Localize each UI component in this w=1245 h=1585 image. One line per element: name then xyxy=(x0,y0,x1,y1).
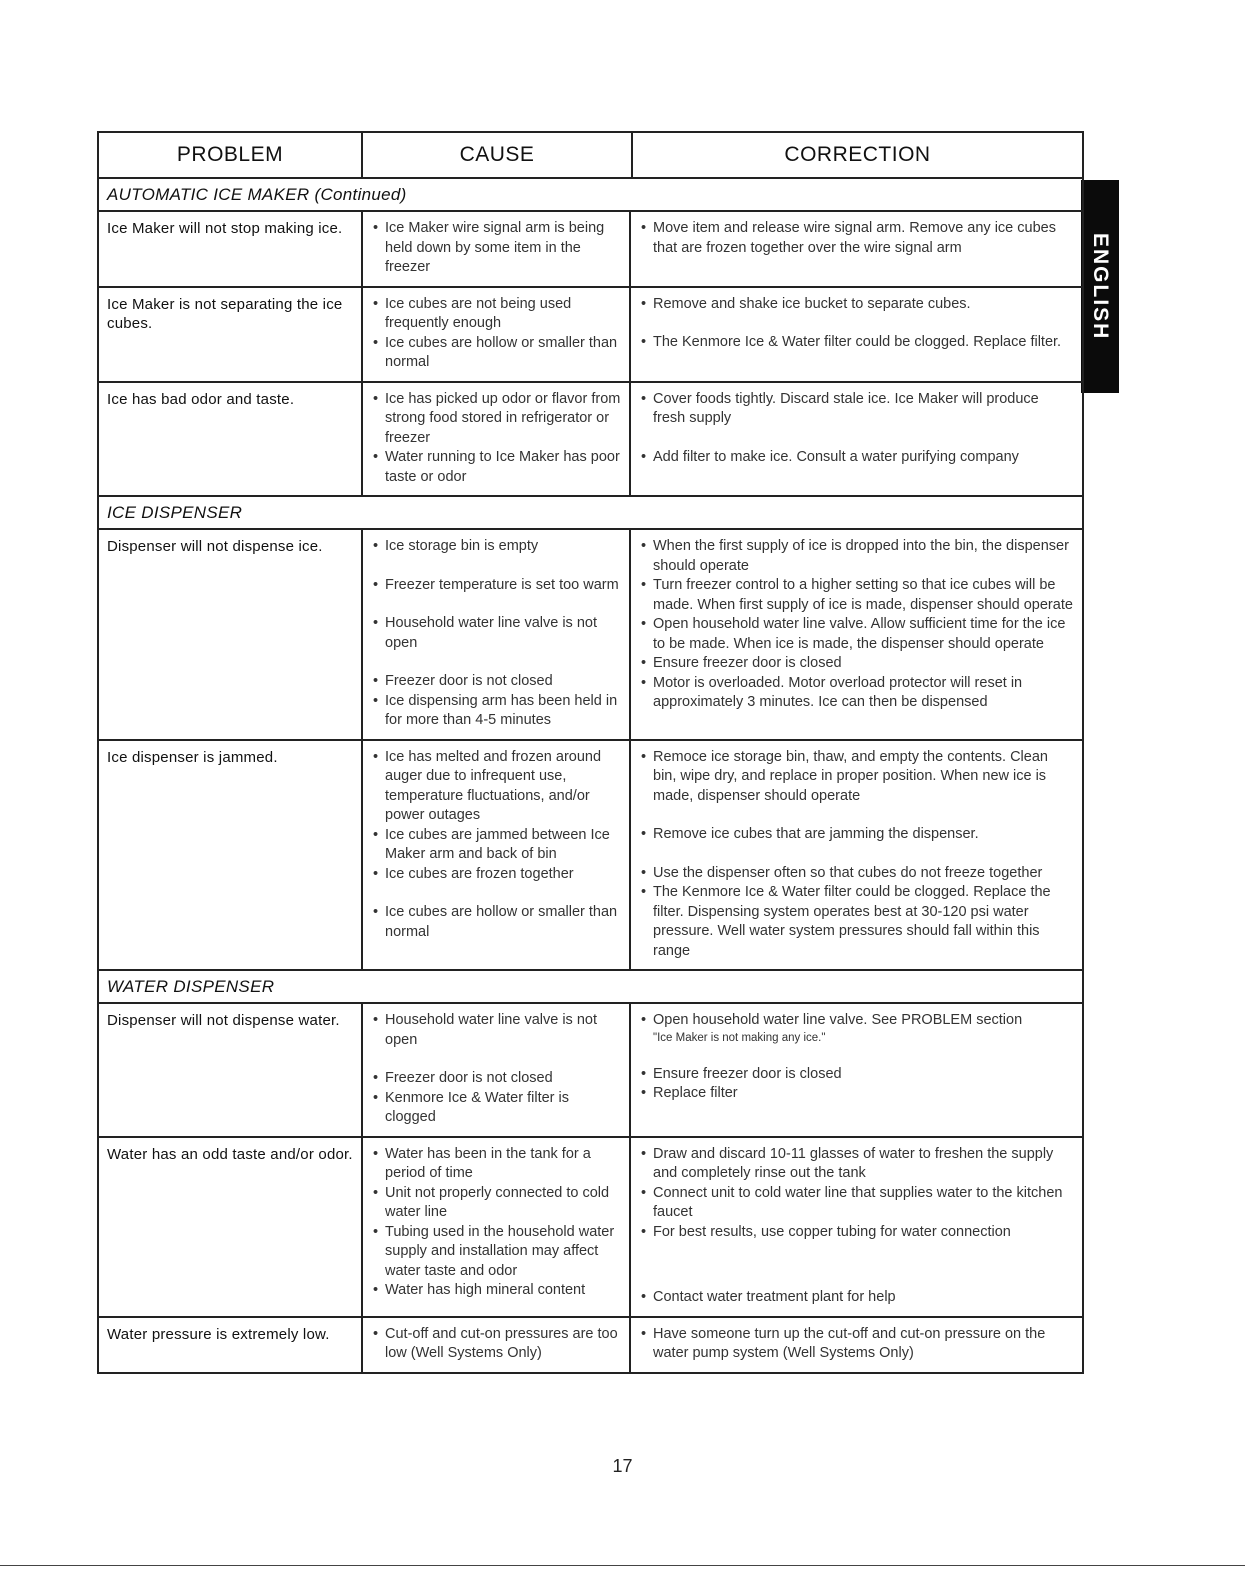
cause-item xyxy=(371,826,621,865)
cause-text: Water has been in the tank for a period of time xyxy=(385,1145,591,1181)
cause-text: Household water line valve is not open xyxy=(385,615,597,651)
correction-item xyxy=(639,883,1074,961)
cause-item xyxy=(371,903,621,942)
correction-list xyxy=(639,748,1074,962)
cause-item xyxy=(371,1281,621,1301)
correction-list xyxy=(639,1011,1074,1104)
correction-list xyxy=(639,219,1074,258)
correction-text: The Kenmore Ice & Water filter could be clogged. Replace filter. xyxy=(653,334,1062,350)
language-tab-label: ENGLISH xyxy=(1089,232,1112,341)
correction-item xyxy=(639,1184,1074,1223)
cause-list xyxy=(371,295,621,373)
cause-list xyxy=(371,748,621,943)
correction-text: Replace filter xyxy=(653,1085,738,1101)
correction-text: Ensure freezer door is closed xyxy=(653,1065,842,1082)
correction-text: Add filter to make ice. Consult a water purifying company xyxy=(653,448,1019,465)
table-row xyxy=(99,383,1082,498)
cause-text: Freezer temperature is set too warm xyxy=(385,576,619,593)
correction-item xyxy=(639,825,1074,845)
cause-text: Ice cubes are frozen together xyxy=(385,865,574,882)
correction-text: Remove ice cubes that are jamming the dispenser. xyxy=(653,826,979,842)
correction-item xyxy=(639,448,1074,468)
cause-item xyxy=(371,865,621,885)
cause-cell xyxy=(361,1138,629,1316)
cause-cell xyxy=(361,741,629,970)
cause-text: Kenmore Ice & Water filter is clogged xyxy=(385,1089,569,1125)
cause-list xyxy=(371,390,621,488)
section-title: AUTOMATIC ICE MAKER (Continued) xyxy=(99,179,1082,212)
correction-list xyxy=(639,1325,1074,1364)
correction-cell xyxy=(629,741,1082,970)
correction-text: Ensure freezer door is closed xyxy=(653,655,842,671)
cause-text: Water running to Ice Maker has poor taste or odor xyxy=(385,449,620,485)
cause-item xyxy=(371,748,621,826)
table-row xyxy=(99,1318,1082,1372)
correction-item xyxy=(639,333,1074,353)
cause-list xyxy=(371,1011,621,1128)
correction-note: "Ice Maker is not making any ice." xyxy=(653,1031,826,1044)
correction-item xyxy=(639,864,1074,884)
table-row xyxy=(99,530,1082,741)
problem-cell: Dispenser will not dispense water. xyxy=(107,1012,340,1029)
problem-cell: Ice Maker is not separating the ice cubes. xyxy=(107,295,343,332)
header-correction: CORRECTION xyxy=(631,133,1082,177)
correction-text: When the first supply of ice is dropped into the bin, the dispenser should operate xyxy=(653,538,1069,574)
correction-item xyxy=(639,615,1074,654)
correction-text: For best results, use copper tubing for water connection xyxy=(653,1223,1011,1240)
cause-cell xyxy=(361,530,629,739)
cause-cell xyxy=(361,383,629,496)
cause-text: Ice cubes are jammed between Ice Maker arm and back of bin xyxy=(385,826,610,862)
cause-list xyxy=(371,1145,621,1301)
cause-text: Water has high mineral content xyxy=(385,1282,586,1298)
correction-text: The Kenmore Ice & Water filter could be clogged. Replace the filter. Dispensing system operates best at 30-120 psi water pressure. Well water system pressures should fall within this range xyxy=(653,884,1051,959)
cause-text: Ice cubes are not being used frequently enough xyxy=(385,295,572,331)
correction-cell xyxy=(629,530,1082,739)
cause-text: Ice Maker wire signal arm is being held down by some item in the freezer xyxy=(385,220,605,275)
problem-cell: Ice has bad odor and taste. xyxy=(107,390,295,408)
correction-text: Remove and shake ice bucket to separate cubes. xyxy=(653,295,971,312)
table-row xyxy=(99,288,1082,383)
correction-item xyxy=(639,1011,1074,1046)
cause-item xyxy=(371,1089,621,1128)
correction-list xyxy=(639,537,1074,713)
cause-list xyxy=(371,1325,621,1364)
correction-list xyxy=(639,295,1074,353)
header-problem: PROBLEM xyxy=(176,143,284,166)
cause-cell xyxy=(361,288,629,381)
correction-list xyxy=(639,1145,1074,1308)
correction-text: Open household water line valve. See PROBLEM section xyxy=(653,1012,1023,1028)
correction-text: Draw and discard 10-11 glasses of water to freshen the supply and completely rinse out the tank xyxy=(653,1145,1054,1181)
correction-item xyxy=(639,1223,1074,1243)
cause-text: Ice dispensing arm has been held in for more than 4-5 minutes xyxy=(385,692,618,728)
troubleshooting-table xyxy=(97,131,1084,1374)
correction-item xyxy=(639,1288,1074,1308)
table-row xyxy=(99,1004,1082,1138)
correction-item xyxy=(639,654,1074,674)
correction-text: Use the dispenser often so that cubes do not freeze together xyxy=(653,864,1043,881)
cause-item xyxy=(371,692,621,731)
cause-item xyxy=(371,576,621,596)
cause-item xyxy=(371,1223,621,1282)
table-row xyxy=(99,1138,1082,1318)
cause-item xyxy=(371,1184,621,1223)
correction-item xyxy=(639,390,1074,429)
correction-item xyxy=(639,1065,1074,1085)
cause-item xyxy=(371,614,621,653)
correction-text: Contact water treatment plant for help xyxy=(653,1289,896,1305)
cause-text: Ice storage bin is empty xyxy=(385,538,539,554)
problem-cell: Ice Maker will not stop making ice. xyxy=(107,220,343,237)
problem-cell: Ice dispenser is jammed. xyxy=(107,748,278,766)
correction-cell xyxy=(629,288,1082,381)
correction-item xyxy=(639,748,1074,807)
correction-item xyxy=(639,537,1074,576)
page-number: 17 xyxy=(612,1456,633,1476)
correction-item xyxy=(639,295,1074,315)
correction-text: Open household water line valve. Allow sufficient time for the ice to be made. When ice is made, the dispenser should operate xyxy=(653,616,1066,652)
cause-item xyxy=(371,1145,621,1184)
cause-cell xyxy=(361,1318,629,1372)
cause-item xyxy=(371,672,621,692)
correction-list xyxy=(639,390,1074,468)
cause-item xyxy=(371,334,621,373)
cause-item xyxy=(371,390,621,449)
table-row xyxy=(99,212,1082,288)
correction-cell xyxy=(629,1004,1082,1136)
cause-cell xyxy=(361,212,629,286)
cause-item xyxy=(371,219,621,278)
correction-item xyxy=(639,219,1074,258)
correction-item xyxy=(639,576,1074,615)
correction-text: Motor is overloaded. Motor overload protector will reset in approximately 3 minutes. Ice can then be dispensed xyxy=(653,674,1023,710)
correction-cell xyxy=(629,212,1082,286)
correction-cell xyxy=(629,1318,1082,1372)
correction-text: Remoce ice storage bin, thaw, and empty the contents. Clean bin, wipe dry, and replace in proper position. When new ice is made, dispenser should operate xyxy=(653,748,1048,804)
cause-list xyxy=(371,219,621,278)
cause-text: Household water line valve is not open xyxy=(385,1012,597,1048)
cause-cell xyxy=(361,1004,629,1136)
cause-item xyxy=(371,448,621,487)
correction-text: Cover foods tightly. Discard stale ice. Ice Maker will produce fresh supply xyxy=(653,390,1039,426)
cause-item xyxy=(371,1011,621,1050)
cause-list xyxy=(371,537,621,731)
table-body xyxy=(99,179,1082,1372)
correction-item xyxy=(639,1084,1074,1104)
correction-item xyxy=(639,1325,1074,1364)
cause-text: Ice has melted and frozen around auger due to infrequent use, temperature fluctuations, and/or power outages xyxy=(385,748,602,823)
header-cause: CAUSE xyxy=(361,133,631,177)
cause-text: Unit not properly connected to cold water line xyxy=(385,1184,610,1220)
problem-cell: Water pressure is extremely low. xyxy=(107,1325,330,1343)
table-header xyxy=(99,133,1082,179)
section-title: ICE DISPENSER xyxy=(99,497,1082,530)
cause-text: Ice cubes are hollow or smaller than normal xyxy=(385,904,618,940)
cause-item xyxy=(371,1325,621,1364)
language-tab xyxy=(1081,180,1119,393)
correction-text: Turn freezer control to a higher setting so that ice cubes will be made. When first supply of ice is made, dispenser should operate xyxy=(653,577,1073,613)
correction-text: Move item and release wire signal arm. Remove any ice cubes that are frozen together over the wire signal arm xyxy=(653,220,1056,256)
table-row xyxy=(99,741,1082,972)
problem-cell: Dispenser will not dispense ice. xyxy=(107,538,323,555)
cause-text: Tubing used in the household water supply and installation may affect water taste and odor xyxy=(385,1223,615,1279)
cause-text: Ice has picked up odor or flavor from strong food stored in refrigerator or freezer xyxy=(385,390,621,446)
section-title: WATER DISPENSER xyxy=(99,971,1082,1004)
cause-text: Cut-off and cut-on pressures are too low (Well Systems Only) xyxy=(385,1325,618,1361)
cause-item xyxy=(371,537,621,557)
correction-item xyxy=(639,674,1074,713)
bottom-rule xyxy=(0,1565,1245,1566)
correction-text: Have someone turn up the cut-off and cut-on pressure on the water pump system (Well Systems Only) xyxy=(653,1325,1046,1361)
correction-text: Connect unit to cold water line that supplies water to the kitchen faucet xyxy=(653,1184,1063,1220)
cause-text: Freezer door is not closed xyxy=(385,673,553,689)
cause-item xyxy=(371,295,621,334)
cause-text: Freezer door is not closed xyxy=(385,1070,553,1086)
cause-item xyxy=(371,1069,621,1089)
correction-cell xyxy=(629,1138,1082,1316)
correction-item xyxy=(639,1145,1074,1184)
cause-text: Ice cubes are hollow or smaller than normal xyxy=(385,334,618,370)
correction-cell xyxy=(629,383,1082,496)
problem-cell: Water has an odd taste and/or odor. xyxy=(107,1145,353,1163)
